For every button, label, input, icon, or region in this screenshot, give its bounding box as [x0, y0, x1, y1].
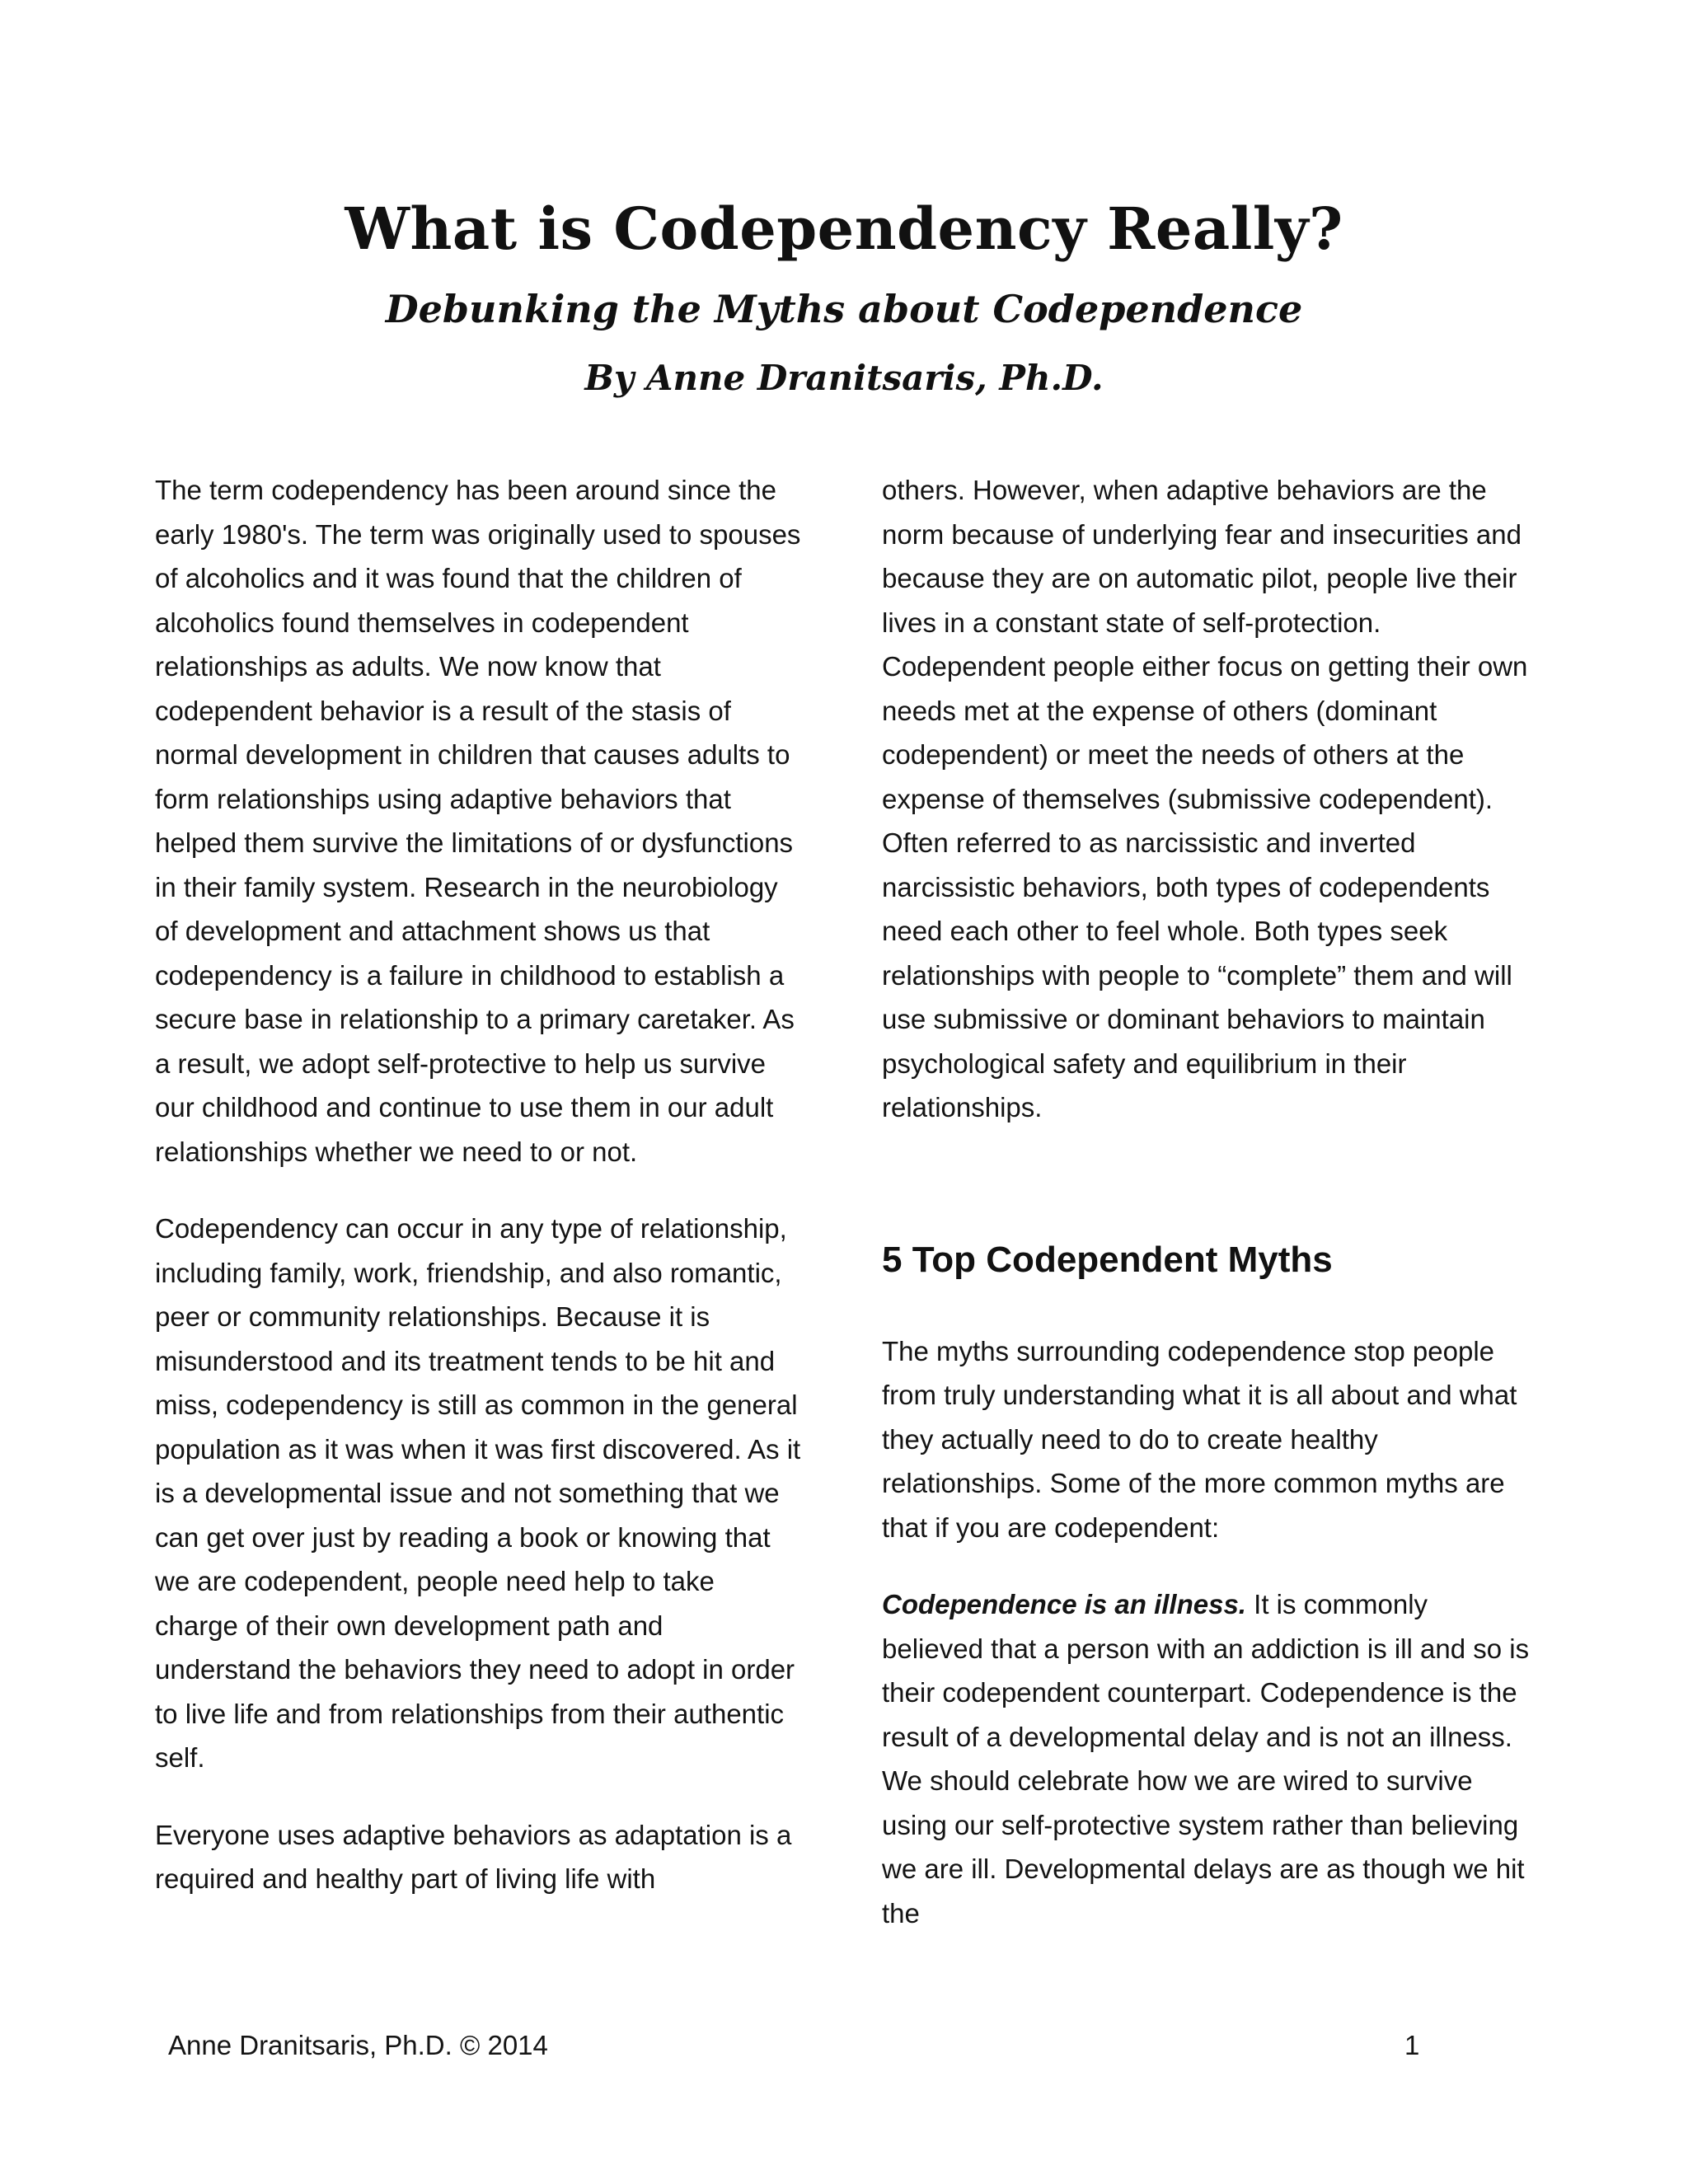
section-heading-myths: 5 Top Codependent Myths: [882, 1239, 1333, 1280]
paragraph-adaptive-behaviors: Everyone uses adaptive behaviors as adaptation is a required and healthy part of living life with: [155, 1819, 792, 1894]
author-byline: By Anne Dranitsaris, Ph.D.: [584, 358, 1104, 398]
left-column: [155, 468, 802, 1901]
right-column: [882, 468, 1533, 1935]
page-number: 1: [1404, 2030, 1420, 2060]
myth-lead-text: Codependence is an illness.: [882, 1589, 1246, 1619]
paragraph-relationships: Codependency can occur in any type of relationship, including family, work, friendship, and also romantic, peer or community relationships. Because it is misunderstood and its treatment tends to be hit and miss, codependency is still as common in the general population as it was when it was first discovered. As it is a developmental issue and not something that we can get over just by reading a book or knowing that we are codependent, people need help to take charge of their own development path and understand the behaviors they need to adopt in order to live life and from relationships from their authentic self.: [155, 1213, 801, 1773]
footer-copyright: Anne Dranitsaris, Ph.D. © 2014: [168, 2030, 548, 2060]
document-title: What is Codependency Really?: [345, 194, 1343, 263]
paragraph-intro: The term codependency has been around since the early 1980's. The term was originally used to spouses of alcoholics and it was found that the children of alcoholics found themselves in codependent relationships as adults. We now know that codependent behavior is a result of the stasis of normal development in children that causes adults to form relationships using adaptive behaviors that helped them survive the limitations of or dysfunctions in their family system. Research in the neurobiology of development and attachment shows us that codependency is a failure in childhood to establish a secure base in relationship to a primary caretaker. As a result, we adopt self-protective to help us survive our childhood and continue to use them in our adult relationships whether we need to or not.: [155, 475, 801, 1167]
document-subtitle: Debunking the Myths about Codependence: [385, 287, 1303, 331]
paragraph-myth-illness: [882, 1582, 1533, 1935]
title-block: [0, 188, 1688, 407]
myth-body-text: It is commonly believed that a person with an addiction is ill and so is their codependent counterpart. Codependence is the result of a developmental delay and is not an illness. We should celebrate how we are wired to survive using our self-protective system rather than believing we are ill. Developmental delays are as though we hit the: [882, 1589, 1530, 1929]
paragraph-self-protection: others. However, when adaptive behaviors are the norm because of underlying fear and insecurities and because they are on automatic pilot, people live their lives in a constant state of self-protection. Codependent people either focus on getting their own needs met at the expense of others (dominant codependent) or meet the needs of others at the expense of themselves (submissive codependent). Often referred to as narcissistic and inverted narcissistic behaviors, both types of codependents need each other to feel whole. Both types seek relationships with people to “complete” them and will use submissive or dominant behaviors to maintain psychological safety and equilibrium in their relationships.: [882, 475, 1528, 1122]
paragraph-myths-intro: The myths surrounding codependence stop people from truly understanding what it is all about and what they actually need to do to create healthy relationships. Some of the more common myths are that if you are codependent:: [882, 1335, 1517, 1543]
